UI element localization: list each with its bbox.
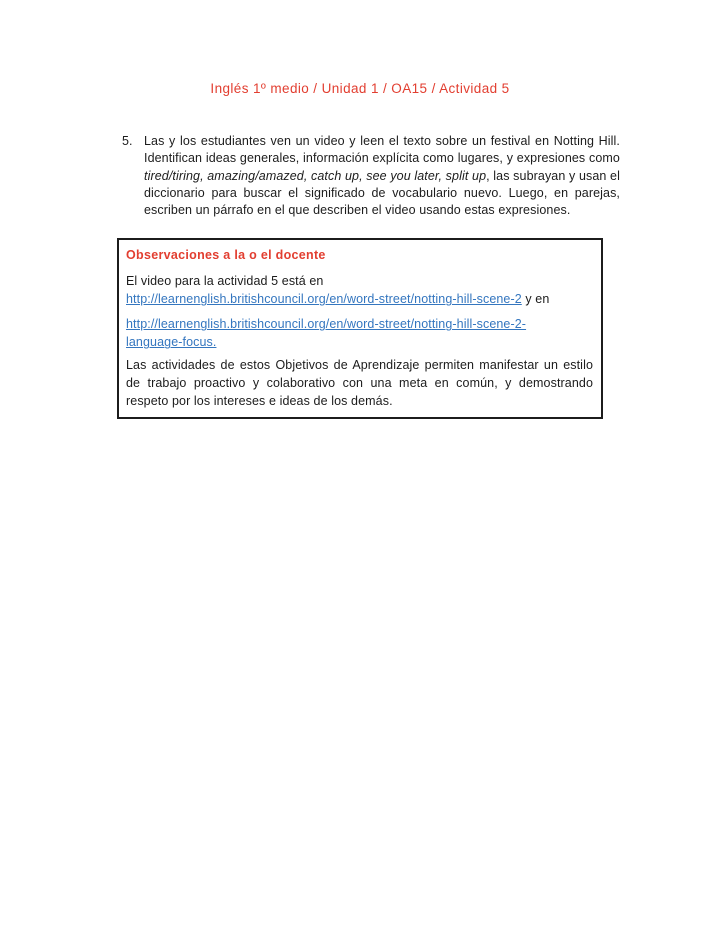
teacher-observations-box bbox=[117, 238, 603, 419]
observations-header: Observaciones a la o el docente bbox=[126, 248, 326, 263]
activity-italic-expressions: tired/tiring, amazing/amazed, catch up, see you later, split up bbox=[144, 168, 487, 183]
video-link-2-line2: language-focus. bbox=[126, 335, 217, 350]
video-link-1[interactable]: http://learnenglish.britishcouncil.org/en/word-street/notting-hill-scene-2 bbox=[126, 292, 522, 307]
video-source-paragraph bbox=[126, 272, 593, 308]
video-link-2-line1: http://learnenglish.britishcouncil.org/en/word-street/notting-hill-scene-2- bbox=[126, 317, 527, 332]
video-link-2[interactable] bbox=[126, 315, 593, 351]
activity-text-lead: Las y los estudiantes ven un video y leen el texto sobre un festival en Notting Hill. Identifican ideas generales, información explícita como lugares, y expresiones como bbox=[144, 134, 620, 166]
page-title: Inglés 1º medio / Unidad 1 / OA15 / Actividad 5 bbox=[210, 81, 510, 96]
activity-item bbox=[122, 133, 620, 219]
activity-number: 5. bbox=[122, 134, 133, 148]
activity-text bbox=[144, 133, 620, 219]
video-link-2-paragraph bbox=[126, 315, 593, 351]
video-intro-text: El video para la actividad 5 está en bbox=[126, 274, 324, 289]
video-link-1-suffix: y en bbox=[521, 292, 550, 307]
activity-text-tail: , las subrayan y usan el diccionario para buscar el significado de vocabulario nuevo. Luego, en parejas, escriben un párrafo en el que describen el video usando estas expresiones. bbox=[144, 168, 620, 218]
objectives-note: Las actividades de estos Objetivos de Aprendizaje permiten manifestar un estilo de trabajo proactivo y colaborativo con una meta en común, y demostrando respeto por los intereses e ideas de los demás. bbox=[126, 358, 593, 409]
